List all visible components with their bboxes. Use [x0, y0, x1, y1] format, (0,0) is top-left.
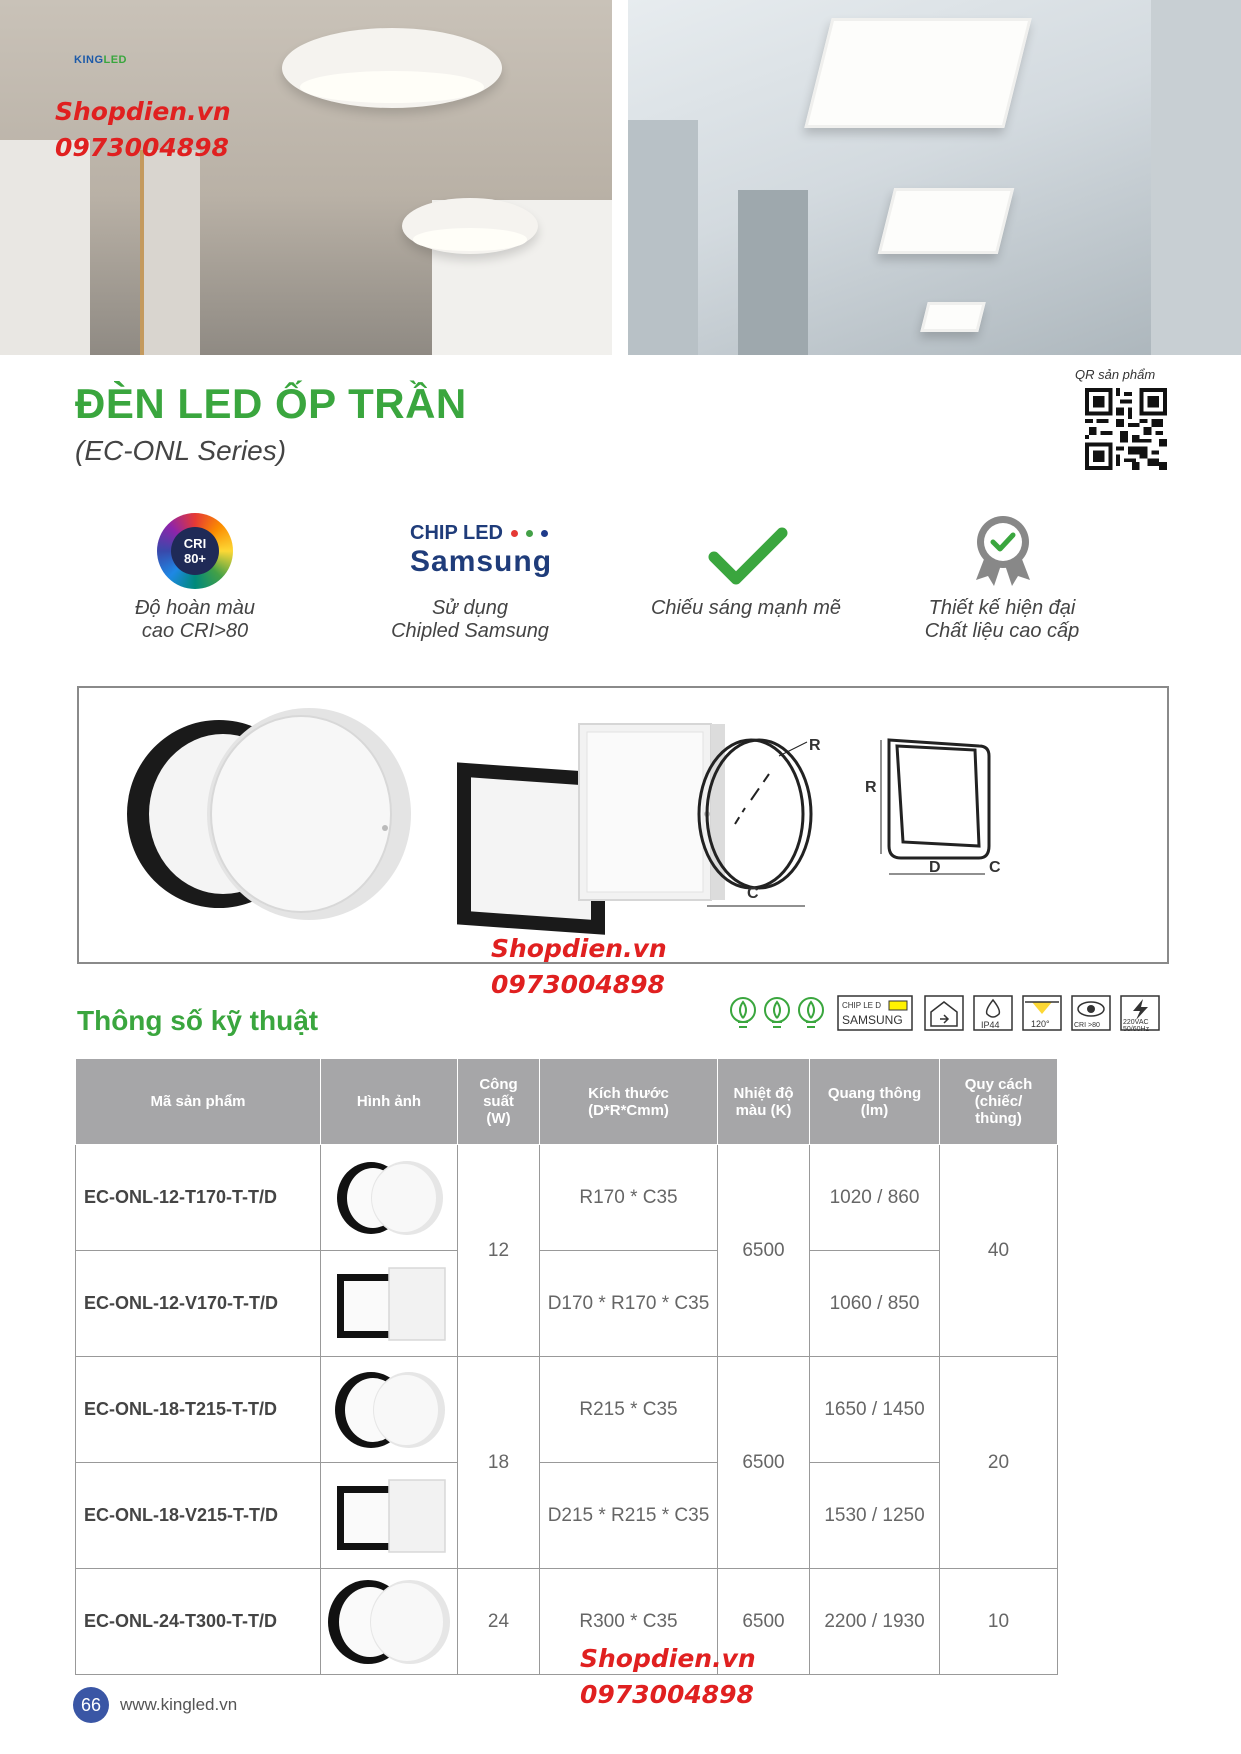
product-photo-round — [0, 0, 612, 355]
header-temp: Nhiệt độ màu (K) — [718, 1059, 810, 1145]
product-code: EC-ONL-12-T170-T-T/D — [76, 1145, 321, 1251]
ceiling-lamp-round-large — [282, 28, 502, 108]
table-row — [76, 1145, 1058, 1251]
svg-text:CHIP LE D: CHIP LE D — [842, 1001, 881, 1010]
feature-bright-text: Chiếu sáng mạnh mẽ — [650, 597, 842, 619]
svg-text:50/60Hz: 50/60Hz — [1123, 1026, 1150, 1033]
pack-value: 20 — [940, 1357, 1058, 1569]
diagram-label-square-r: R — [865, 779, 877, 796]
diagram-label-square-d: D — [929, 859, 941, 876]
ceiling-lamp-round-small — [402, 198, 538, 254]
photo-wall-right — [1151, 0, 1241, 355]
table-row — [76, 1463, 1058, 1569]
photo-wall — [0, 140, 90, 355]
voltage-icon — [1121, 996, 1159, 1033]
cri-eye-icon — [1072, 996, 1110, 1030]
product-thumbnail — [321, 1145, 458, 1251]
spec-table — [75, 1058, 1058, 1675]
round-lamp-thumb-icon — [329, 1158, 449, 1238]
power-value: 18 — [458, 1357, 540, 1569]
lumen-value: 1060 / 850 — [810, 1251, 940, 1357]
header-pack: Quy cách (chiếc/ thùng) — [940, 1059, 1058, 1145]
header-power: Công suất (W) — [458, 1059, 540, 1145]
product-thumbnail — [321, 1357, 458, 1463]
feature-cri-text: Độ hoàn màu cao CRI>80 — [134, 597, 256, 642]
lumen-value: 1530 / 1250 — [810, 1463, 940, 1569]
table-row — [76, 1357, 1058, 1463]
header-image: Hình ảnh — [321, 1059, 458, 1145]
page-number: 66 — [73, 1687, 109, 1723]
product-diagram-box — [77, 686, 1169, 964]
round-lamp-thumb-icon — [324, 1577, 454, 1667]
svg-text:120°: 120° — [1031, 1019, 1050, 1029]
product-thumbnail — [321, 1569, 458, 1675]
photo-wall — [628, 120, 698, 355]
temp-value: 6500 — [718, 1569, 810, 1675]
svg-text:CRI >80: CRI >80 — [1074, 1022, 1100, 1029]
power-value: 24 — [458, 1569, 540, 1675]
product-thumbnail — [321, 1463, 458, 1569]
award-badge-icon — [972, 514, 1034, 588]
eco-bulb-icon — [799, 998, 823, 1027]
table-row — [76, 1251, 1058, 1357]
eco-bulb-icon — [731, 998, 755, 1027]
chip-samsung-badge-icon — [838, 996, 912, 1030]
product-code: EC-ONL-18-V215-T-T/D — [76, 1463, 321, 1569]
checkmark-icon — [708, 527, 788, 587]
temp-value: 6500 — [718, 1145, 810, 1357]
header-size: Kích thước (D*R*Cmm) — [540, 1059, 718, 1145]
svg-text:SAMSUNG: SAMSUNG — [842, 1013, 903, 1027]
pack-value: 40 — [940, 1145, 1058, 1357]
watermark-bottom: Shopdien.vn 0973004898 — [580, 1644, 756, 1709]
svg-text:220VAC: 220VAC — [1123, 1019, 1149, 1026]
table-header-row — [76, 1059, 1058, 1145]
ip44-icon — [974, 996, 1012, 1030]
diagram-label-round-r: R — [809, 737, 821, 754]
beam-angle-icon — [1023, 996, 1061, 1030]
kingled-logo: KINGLED — [74, 54, 127, 66]
lumen-value: 2200 / 1930 — [810, 1569, 940, 1675]
temp-value: 6500 — [718, 1357, 810, 1569]
square-lamp-thumb-icon — [329, 1474, 449, 1558]
power-value: 12 — [458, 1145, 540, 1357]
diagram-label-square-c: C — [989, 859, 1001, 876]
section-title-specs: Thông số kỹ thuật — [77, 1005, 319, 1036]
watermark-top: Shopdien.vn 0973004898 — [55, 97, 231, 162]
product-photo-square — [628, 0, 1241, 355]
product-illustrations — [79, 688, 1167, 962]
size-value: D215 * R215 * C35 — [540, 1463, 718, 1569]
qr-label: QR sản phẩm — [1075, 367, 1156, 382]
header-lumen: Quang thông (lm) — [810, 1059, 940, 1145]
photo-door — [738, 190, 808, 355]
website-link[interactable]: www.kingled.vn — [120, 1695, 238, 1714]
product-code: EC-ONL-12-V170-T-T/D — [76, 1251, 321, 1357]
indoor-house-icon — [925, 996, 963, 1030]
feature-design-text: Thiết kế hiện đại Chất liệu cao cấp — [924, 597, 1080, 642]
lumen-value: 1020 / 860 — [810, 1145, 940, 1251]
size-value: R170 * C35 — [540, 1145, 718, 1251]
cri-wheel-icon: CRI 80+ — [157, 513, 233, 589]
photo-door — [140, 150, 200, 355]
product-code: EC-ONL-24-T300-T-T/D — [76, 1569, 321, 1675]
round-lamp-thumb-icon — [329, 1368, 449, 1452]
product-code: EC-ONL-18-T215-T-T/D — [76, 1357, 321, 1463]
watermark-middle: Shopdien.vn 0973004898 — [491, 934, 667, 999]
svg-text:IP44: IP44 — [981, 1020, 1000, 1030]
spec-icon-strip — [727, 994, 1171, 1034]
lumen-value: 1650 / 1450 — [810, 1357, 940, 1463]
qr-code-icon[interactable] — [1085, 388, 1167, 470]
feature-samsung-text: Sử dụng Chipled Samsung — [391, 597, 549, 642]
size-value: R215 * C35 — [540, 1357, 718, 1463]
diagram-label-round-c: C — [747, 885, 759, 902]
size-value: D170 * R170 * C35 — [540, 1251, 718, 1357]
page-title: ĐÈN LED ỐP TRẦN — [75, 380, 467, 427]
table-row — [76, 1569, 1058, 1675]
header-code: Mã sản phẩm — [76, 1059, 321, 1145]
pack-value: 10 — [940, 1569, 1058, 1675]
ceiling-lamp-square-medium — [878, 188, 1014, 254]
ceiling-lamp-square-small — [920, 302, 985, 332]
eco-bulb-icon — [765, 998, 789, 1027]
chip-led-samsung-logo: CHIP LED Samsung — [410, 522, 553, 578]
ceiling-lamp-square-large — [804, 18, 1031, 128]
product-thumbnail — [321, 1251, 458, 1357]
size-value: R300 * C35 — [540, 1569, 718, 1675]
page-subtitle: (EC-ONL Series) — [75, 435, 287, 466]
square-lamp-thumb-icon — [329, 1262, 449, 1346]
